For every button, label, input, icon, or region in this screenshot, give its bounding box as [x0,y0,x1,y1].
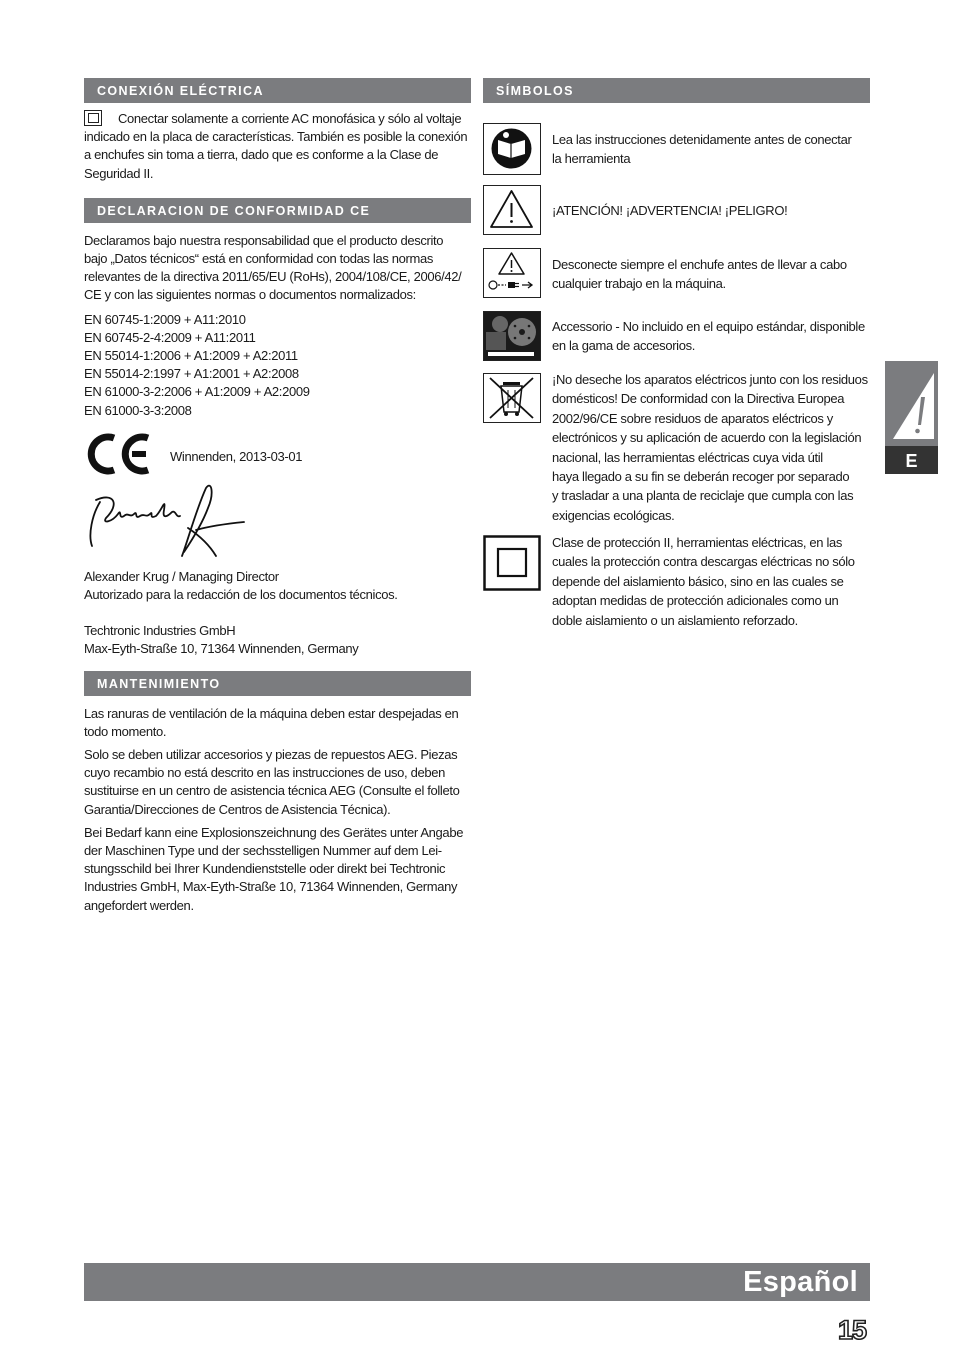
symbol-text-weee: ¡No deseche los aparatos eléctricos junto con los residuos domésticos! De conformidad con la Directiva Europea 2002/96/CE sobre residuos de aparatos eléctricos y electrónicos y su aplicación de acuerdo con la legislación nacional, las herramientas eléctricas cuya vida útil haya llegado a su fin se deberán recoger por separado y trasladar a una planta de reciclaje que cumpla con las exigencias ecológicas. [552,372,868,523]
symbol-row-class-ii [483,534,870,634]
conexion-text: Conectar solamente a corriente AC monofásica y sólo al voltaje indicado en la placa de características. También es posible la conexión a enchufes sin toma a tierra, dado que es conforme a la Clase de Seguridad II. [84,111,468,181]
weee-bin-icon [483,373,541,423]
page-number: 15 [838,1315,867,1345]
symbol-text-class-ii: Clase de protección II, herramientas eléctricas, en las cuales la protección contra descargas eléctricas no sólo depende del aislamiento básico, sino en las cuales se adoptan medidas de protección adicionales como un doble aislamiento o un aislamiento reforzado. [552,535,855,628]
symbol-row-read-manual [483,122,870,176]
mantenimiento-p3: Bei Bedarf kann eine Explosionszeichnung des Gerätes unter Angabe der Maschinen Type und der sechsstelligen Nummer auf dem Lei- stungsschild bei Ihrer Kundendienststelle oder direkt bei Techtronic Industries GmbH, Max-Eyth-Straße 10, 71364 Winnenden, Germany angefordert werden. [84,824,464,913]
place-date: Winnenden, 2013-03-01 [170,448,303,464]
standards-list: EN 60745-1:2009 + A11:2010 EN 60745-2-4:2009 + A11:2011 EN 55014-1:2006 + A1:2009 + A2:2011 EN 55014-2:1997 + A1:2001 + A2:2008 EN 61000-3-2:2006 + A1:2009 + A2:2009 EN 61000-3-3:2008 [84,311,310,418]
section-heading-conexion: CONEXIÓN ELÉCTRICA [84,78,471,103]
section-heading-simbolos: SÍMBOLOS [483,78,870,103]
ce-row [84,428,471,478]
unplug-warning-icon [483,248,541,298]
mantenimiento-p2: Solo se deben utilizar accesorios y piezas de repuestos AEG. Piezas cuyo recambio no está descrito en las instrucciones de uso, deben sustituirse en un centro de asistencia técnica AEG (Consulte el folleto Garantia/Direcciones de Centros de Asistencia Técnica). [84,747,460,817]
symbol-row-unplug [483,248,870,298]
mantenimiento-p1: Las ranuras de ventilación de la máquina deben estar despejadas en todo momento. [84,705,459,739]
class-ii-small-icon [84,110,102,126]
class-ii-icon [483,535,541,591]
section-heading-declaracion: DECLARACION DE CONFORMIDAD CE [84,198,471,223]
symbol-row-weee [483,373,870,533]
footer-language: Español [743,1266,858,1298]
symbol-text-unplug: Desconecte siempre el enchufe antes de llevar a cabo cualquier trabajo en la máquina. [552,257,847,292]
signer-block: Alexander Krug / Managing Director Autorizado para la redacción de los documentos técnicos. Techtronic Industries GmbH Max-Eyth-Straße 10, 71364 Winnenden, Germany [84,568,398,657]
accessory-icon [483,311,541,361]
language-side-tab [885,361,938,474]
left-column [84,78,471,915]
declaracion-intro: Declaramos bajo nuestra responsabilidad que el producto descrito bajo „Datos técnicos“ está en conformidad con todas las normas relevantes de la directiva 2011/65/EU (RoHs), 2004/108/CE, 2006/42/ CE y con las siguientes normas o documentos normalizados: [84,232,462,303]
language-letter: E [885,446,938,474]
ce-mark-icon [86,432,152,476]
symbol-row-accessory [483,311,870,361]
section-heading-mantenimiento: MANTENIMIENTO [84,671,471,696]
right-column [483,78,870,638]
symbol-text-read-manual: Lea las instrucciones detenidamente antes de conectar la herramienta [552,132,852,167]
footer-language-bar [84,1263,870,1301]
warning-triangle-icon [483,185,541,235]
read-manual-icon [483,123,541,175]
symbol-text-accessory: Accessorio - No incluido en el equipo estándar, disponible en la gama de accesorios. [552,319,865,354]
symbol-row-warning [483,185,870,235]
symbol-text-warning: ¡ATENCIÓN! ¡ADVERTENCIA! ¡PELIGRO! [552,203,788,218]
signature-image [84,480,254,564]
warning-exclamation-icon [885,361,938,446]
